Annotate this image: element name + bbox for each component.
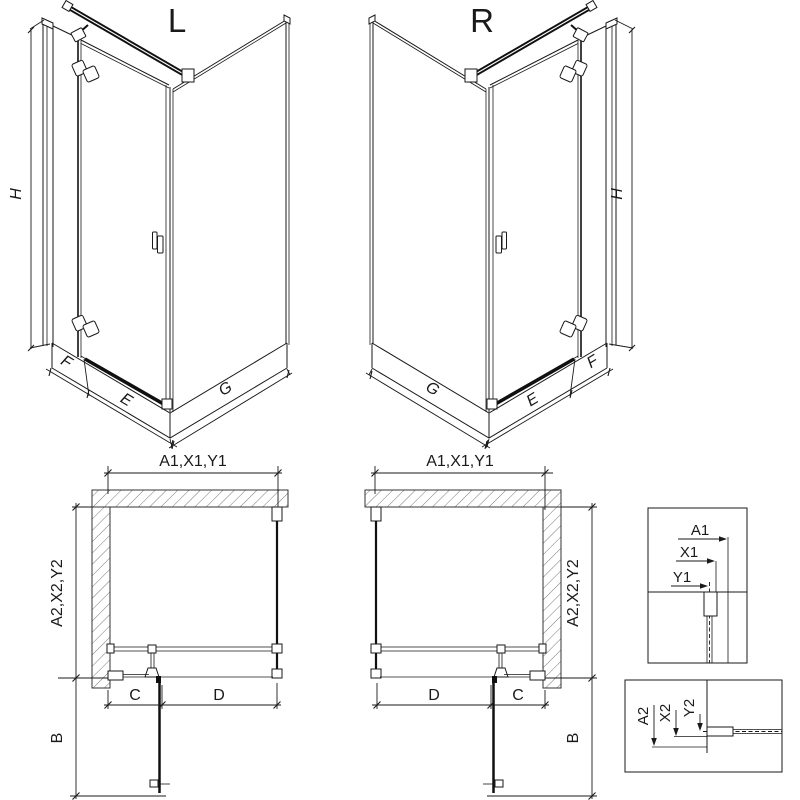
door-pivot bbox=[492, 676, 497, 683]
iso-view-right bbox=[366, 1, 635, 449]
wall-profile bbox=[108, 671, 123, 680]
height-dimension bbox=[609, 20, 635, 351]
segment-dimension bbox=[372, 683, 549, 709]
wall-profile-column bbox=[42, 18, 53, 347]
segment-dimension bbox=[104, 683, 281, 709]
hinge-stile bbox=[78, 38, 81, 358]
side-dimension bbox=[169, 369, 292, 449]
depth-label: A2,X2,Y2 bbox=[49, 559, 66, 627]
corner-post bbox=[170, 87, 173, 412]
wall-profile bbox=[530, 671, 545, 680]
back-wall bbox=[92, 490, 288, 507]
plan-view-left bbox=[49, 453, 288, 800]
side-dimension bbox=[366, 369, 490, 449]
bar-corner-bracket bbox=[182, 69, 194, 82]
wall-profile bbox=[272, 507, 282, 521]
door-handle-plan bbox=[495, 780, 503, 787]
plan-view-right bbox=[365, 453, 597, 800]
door-width-label: E bbox=[117, 390, 136, 411]
width-label: A1,X1,Y1 bbox=[159, 453, 227, 470]
profile-dim-label: X1 bbox=[679, 544, 699, 561]
side-panel bbox=[173, 15, 290, 345]
height-label: H bbox=[609, 188, 626, 200]
detail-width-callout bbox=[648, 508, 747, 663]
height-label: H bbox=[8, 188, 25, 200]
outer-dim-label: A1 bbox=[690, 522, 710, 539]
view-left-title: L bbox=[167, 2, 187, 39]
support-bar-plan bbox=[371, 644, 546, 677]
wall-profile-column bbox=[606, 18, 617, 347]
width-label: A1,X1,Y1 bbox=[426, 453, 494, 470]
hinge-stile bbox=[578, 38, 581, 358]
bar-corner-bracket bbox=[465, 69, 477, 82]
side-width-label: G bbox=[215, 378, 236, 400]
door-handle bbox=[496, 232, 507, 253]
corner-bracket bbox=[371, 669, 381, 678]
wall-profile bbox=[371, 507, 381, 521]
top-hinge bbox=[559, 60, 587, 83]
outer-dim-label: A2 bbox=[635, 706, 652, 726]
fixed-label: C bbox=[512, 687, 524, 704]
wall-profile-detail bbox=[707, 727, 733, 736]
detail-depth-callout bbox=[625, 680, 782, 772]
door-handle bbox=[153, 232, 164, 253]
back-wall bbox=[365, 490, 561, 507]
corner-post bbox=[486, 87, 489, 412]
depth-label: A2,X2,Y2 bbox=[565, 559, 582, 627]
door-label: D bbox=[428, 687, 440, 704]
axis-dim-label: Y2 bbox=[681, 698, 698, 718]
height-dimension bbox=[8, 20, 50, 351]
door-panel bbox=[490, 40, 578, 407]
corner-bracket bbox=[272, 669, 282, 678]
side-width-label: G bbox=[422, 378, 443, 400]
side-wall bbox=[92, 507, 110, 688]
bottom-hinge bbox=[71, 315, 99, 338]
swing-label: B bbox=[49, 732, 66, 744]
view-right-title: R bbox=[470, 2, 494, 39]
door-handle-plan bbox=[150, 780, 158, 787]
fixed-label: C bbox=[129, 687, 141, 704]
top-hinge bbox=[71, 60, 99, 83]
wall-profile-detail bbox=[704, 592, 717, 616]
axis-dim-label: Y1 bbox=[672, 569, 692, 586]
profile-dim-label: X2 bbox=[657, 703, 674, 723]
swing-label: B bbox=[565, 732, 582, 744]
iso-view-left bbox=[8, 1, 292, 449]
fixed-width-label: F bbox=[57, 352, 75, 372]
side-panel bbox=[369, 15, 486, 345]
door-label: D bbox=[213, 687, 225, 704]
side-wall bbox=[543, 507, 561, 688]
door-panel bbox=[81, 40, 169, 407]
bottom-hinge bbox=[559, 315, 587, 338]
support-bar-plan bbox=[107, 644, 282, 677]
door-pivot bbox=[156, 676, 161, 683]
fixed-width-label: F bbox=[584, 352, 602, 372]
door-width-label: E bbox=[523, 390, 542, 411]
